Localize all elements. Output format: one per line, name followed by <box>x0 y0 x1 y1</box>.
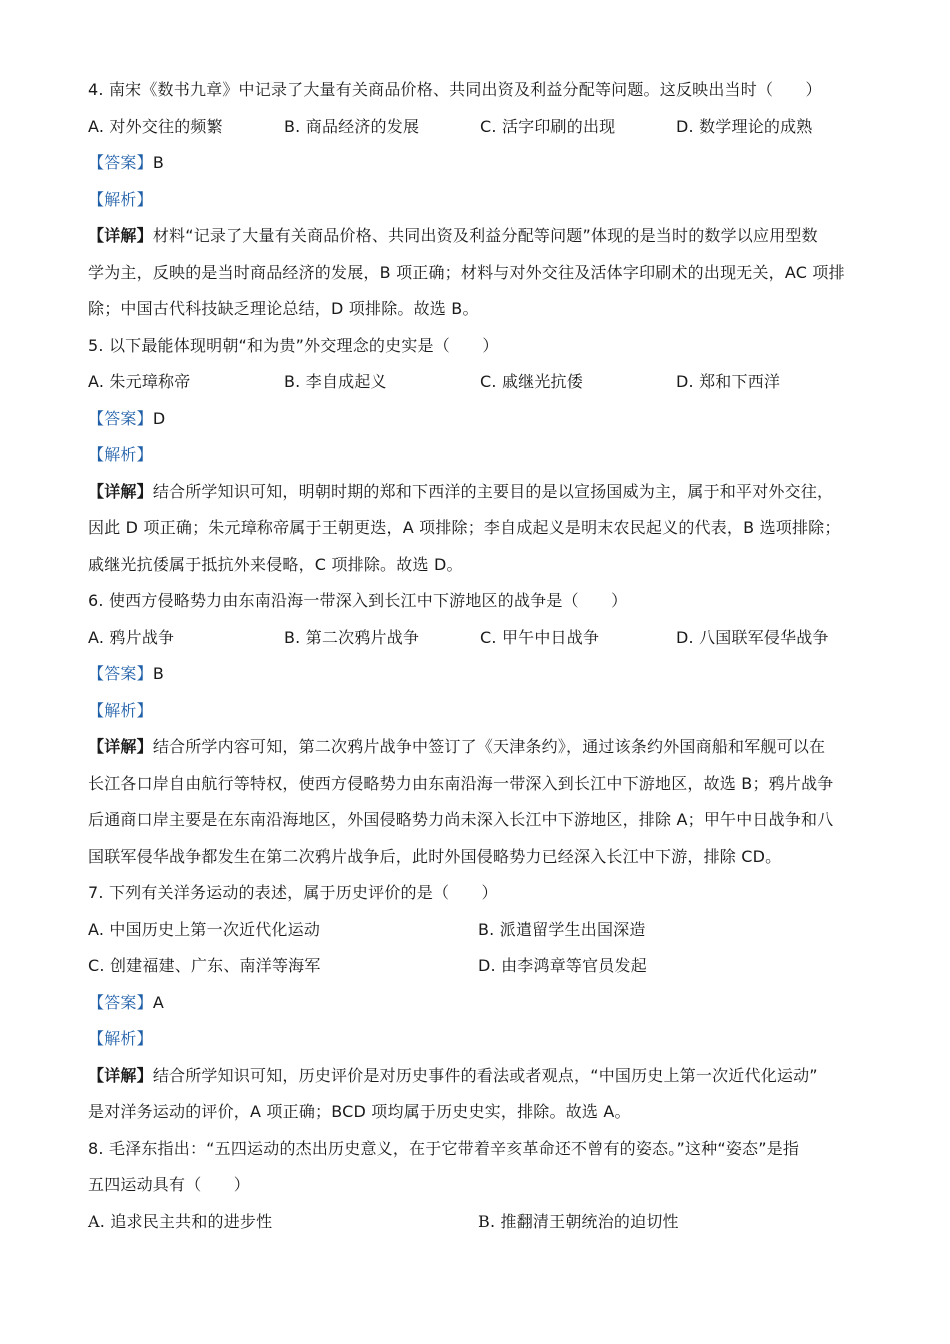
q4-detail-line-3: 除；中国古代科技缺乏理论总结，D 项排除。故选 B。 <box>88 299 479 318</box>
q4-option-b: B. 商品经济的发展 <box>284 116 420 136</box>
q6-stem: 6. 使西方侵略势力由东南沿海一带深入到长江中下游地区的战争是（ ） <box>88 591 628 610</box>
answer-value: B <box>152 664 164 683</box>
q5-answer <box>88 401 878 438</box>
detail-text: 结合所学知识可知，历史评价是对历史事件的看法或者观点，“中国历史上第一次近代化运动” <box>152 1065 818 1085</box>
q7-options-row-1 <box>88 912 878 949</box>
q7-detail-line-2: 是对洋务运动的评价，A 项正确；BCD 项均属于历史史实，排除。故选 A。 <box>88 1102 631 1121</box>
q7-answer <box>88 985 878 1022</box>
detail-tag: 【详解】 <box>88 1065 153 1085</box>
answer-tag: 【答案】 <box>88 992 153 1012</box>
q6-answer <box>88 656 878 693</box>
q8-option-a: A. 追求民主共和的进步性 <box>88 1211 273 1231</box>
q6-option-d: D. 八国联军侵华战争 <box>676 627 829 647</box>
q5-detail-line-2: 因此 D 项正确；朱元璋称帝属于王朝更迭，A 项排除；李自成起义是明末农民起义的代表，B 选项排除； <box>88 518 841 537</box>
q5-detail-line-1 <box>88 474 878 511</box>
answer-value: B <box>152 153 164 172</box>
q8-option-b: B. 推翻清王朝统治的迫切性 <box>478 1211 679 1231</box>
q4-options <box>88 109 878 146</box>
detail-text: 结合所学内容可知，第二次鸦片战争中签订了《天津条约》，通过该条约外国商船和军舰可以在 <box>152 737 826 756</box>
q7-stem: 7. 下列有关洋务运动的表述，属于历史评价的是（ ） <box>88 883 498 902</box>
q4-detail-line-2: 学为主，反映的是当时商品经济的发展，B 项正确；材料与对外交往及活体字印刷术的出现无关，AC 项排 <box>88 262 845 282</box>
q7-option-b: B. 派遣留学生出国深造 <box>478 919 646 939</box>
answer-tag: 【答案】 <box>88 153 153 172</box>
q7-option-d: D. 由李鸿章等官员发起 <box>478 956 647 975</box>
q7-option-c: C. 创建福建、广东、南洋等海军 <box>88 956 321 975</box>
q5-option-c: C. 戚继光抗倭 <box>480 372 583 391</box>
detail-text: 材料“记录了大量有关商品价格、共同出资及利益分配等问题”体现的是当时的数学以应用型数 <box>152 226 818 245</box>
q5-option-b: B. 李自成起义 <box>284 372 387 391</box>
q4-answer <box>88 145 878 182</box>
q8-stem-line-1: 8. 毛泽东指出：“五四运动的杰出历史意义，在于它带着辛亥革命还不曾有的姿态。”这种“姿态”是指 <box>88 1138 800 1158</box>
q5-options <box>88 364 878 401</box>
q8-options-row-1 <box>88 1204 878 1241</box>
q6-detail-line-1 <box>88 729 878 766</box>
detail-tag: 【详解】 <box>88 481 153 501</box>
analysis-tag: 【解析】 <box>88 1029 153 1048</box>
q4-detail-line-1 <box>88 218 878 255</box>
detail-tag: 【详解】 <box>88 737 153 756</box>
answer-tag: 【答案】 <box>88 664 153 683</box>
answer-tag: 【答案】 <box>88 408 153 428</box>
analysis-tag: 【解析】 <box>88 445 153 464</box>
q4-option-d: D. 数学理论的成熟 <box>676 116 813 136</box>
q5-option-d: D. 郑和下西洋 <box>676 372 781 391</box>
q4-option-a: A. 对外交往的频繁 <box>88 116 223 136</box>
q6-option-b: B. 第二次鸦片战争 <box>284 627 420 647</box>
q5-option-a: A. 朱元璋称帝 <box>88 372 191 391</box>
q6-detail-line-4: 国联军侵华战争都发生在第二次鸦片战争后，此时外国侵略势力已经深入长江中下游，排除 CD。 <box>88 846 782 866</box>
q5-stem: 5. 以下最能体现明朝“和为贵”外交理念的史实是（ ） <box>88 335 499 355</box>
q4-stem: 4. 南宋《数书九章》中记录了大量有关商品价格、共同出资及利益分配等问题。这反映出当时（ ） <box>88 80 822 99</box>
q6-detail-line-2: 长江各口岸自由航行等特权，使西方侵略势力由东南沿海一带深入到长江中下游地区，故选 B；鸦片战争 <box>88 773 834 793</box>
detail-text: 结合所学知识可知，明朝时期的郑和下西洋的主要目的是以宣扬国威为主，属于和平对外交往， <box>152 481 834 501</box>
q6-option-a: A. 鸦片战争 <box>88 627 175 647</box>
answer-value: D <box>152 408 166 428</box>
exam-page <box>88 72 878 1240</box>
answer-value: A <box>152 992 164 1012</box>
q6-detail-line-3: 后通商口岸主要是在东南沿海地区，外国侵略势力尚未深入长江中下游地区，排除 A；甲午中日战争和八 <box>88 810 834 829</box>
detail-tag: 【详解】 <box>88 226 153 245</box>
q6-option-c: C. 甲午中日战争 <box>480 627 600 647</box>
q7-option-a: A. 中国历史上第一次近代化运动 <box>88 919 321 939</box>
q7-detail-line-1 <box>88 1058 878 1095</box>
q5-detail-line-3: 戚继光抗倭属于抵抗外来侵略，C 项排除。故选 D。 <box>88 554 463 574</box>
q7-options-row-2 <box>88 948 878 985</box>
q8-stem-line-2: 五四运动具有（ ） <box>88 1175 251 1194</box>
analysis-tag: 【解析】 <box>88 189 153 209</box>
q6-options <box>88 620 878 657</box>
q4-option-c: C. 活字印刷的出现 <box>480 116 616 136</box>
analysis-tag: 【解析】 <box>88 700 153 720</box>
